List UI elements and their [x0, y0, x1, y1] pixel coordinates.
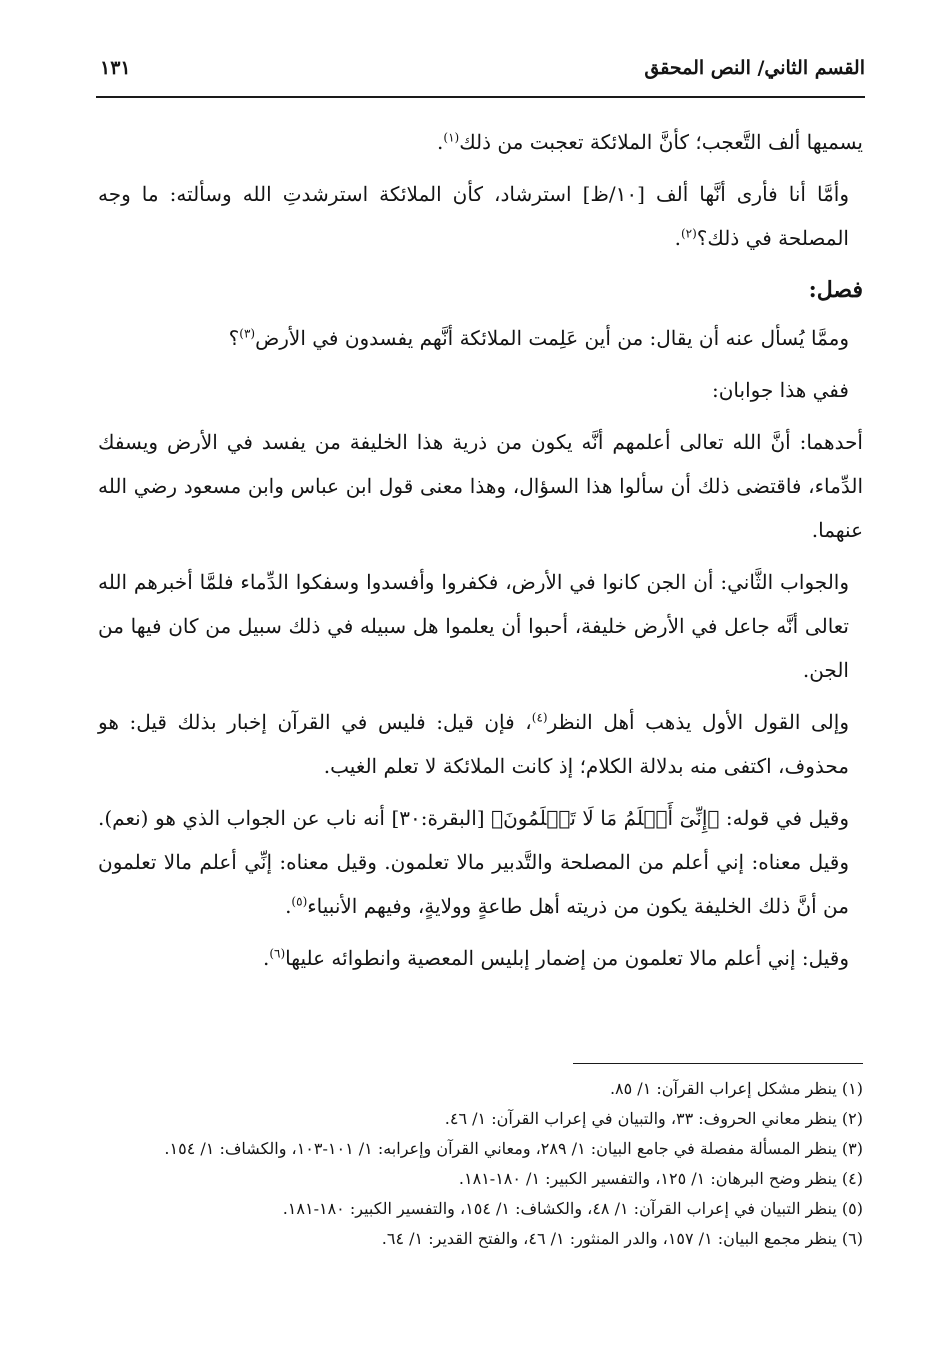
footnotes — [98, 1074, 863, 1254]
footnote-ref-6: (٦) — [269, 946, 286, 961]
paragraph-8: وقيل في قوله: ﴿إِنِّىٓ أَعۡلَمُ مَا لَا تَعۡلَمُونَ﴾ [البقرة:٣٠] أنه ناب عن الجواب الذي هو (نعم). وقيل معناه: إني أعلم من المصلحة والتَّدبير مالا تعلمون. وقيل معناه: إنِّي أعلم مالا تعلمون من أنَّ ذلك الخليفة يكون من ذريته أهل طاعةٍ وولايةٍ، وفيهم الأنبياء$^{(٥)}$. — [98, 806, 849, 918]
footnote-6: (٦) ينظر مجمع البيان: ١/ ١٥٧، والدر المنثور: ١/ ٤٦، والفتح القدير: ١/ ٦٤. — [381, 1229, 863, 1248]
footnote-ref-5: (٥) — [291, 894, 308, 909]
paragraph-3: وممَّا يُسأل عنه أن يقال: من أين عَلِمت الملائكة أنَّهم يفسدون في الأرض$^{(٣)}$؟ — [228, 326, 849, 350]
paragraph-4: ففي هذا جوابان: — [711, 378, 849, 402]
running-title: القسم الثاني/ النص المحقق — [644, 57, 865, 79]
footnote-rule — [573, 1063, 863, 1064]
footnote-ref-2: (٢) — [680, 226, 697, 241]
main-text — [98, 120, 863, 988]
footnote-4: (٤) ينظر وضح البرهان: ١/ ١٢٥، والتفسير الكبير: ١/ ١٨٠-١٨١. — [458, 1169, 863, 1188]
paragraph-2: وأمَّا أنا فأرى أنَّها ألف [١٠/ظ] استرشاد، كأن الملائكة استرشدتِ الله وسألته: ما وجه المصلحة في ذلك؟$^{(٢)}$. — [98, 182, 849, 250]
paragraph-6: والجواب الثَّاني: أن الجن كانوا في الأرض، فكفروا وأفسدوا وسفكوا الدِّماء فلمَّا أخبرهم الله تعالى أنَّه جاعل في الأرض خليفة، أحبوا أن يعلموا هل سبيله في ذلك سبيل من كان فيها من الجن. — [98, 570, 849, 682]
footnote-ref-1: (١) — [443, 130, 460, 145]
section-heading: فصل: — [808, 277, 863, 303]
footnote-2: (٢) ينظر معاني الحروف: ٣٣، والتبيان في إعراب القرآن: ١/ ٤٦. — [444, 1109, 863, 1128]
paragraph-9: وقيل: إني أعلم مالا تعلمون من إضمار إبليس المعصية وانطوائه عليها$^{(٦)}$. — [262, 946, 849, 970]
footnote-ref-3: (٣) — [239, 326, 256, 341]
paragraph-5: أحدهما: أنَّ الله تعالى أعلمهم أنَّه يكون من ذرية هذا الخليفة من يفسد في الأرض ويسفك الدِّماء، فاقتضى ذلك أن سألوا هذا السؤال، وهذا معنى قول ابن عباس وابن مسعود رضي الله عنهما. — [98, 430, 863, 542]
footnote-1: (١) ينظر مشكل إعراب القرآن: ١/ ٨٥. — [609, 1079, 863, 1098]
footnote-3: (٣) ينظر المسألة مفصلة في جامع البيان: ١/ ٢٨٩، ومعاني القرآن وإعرابه: ١/ ١٠١-١٠٣، والكشاف: ١/ ١٥٤. — [164, 1139, 863, 1158]
page-number: ١٣١ — [100, 57, 131, 79]
paragraph-1: يسميها ألف التَّعجب؛ كأنَّ الملائكة تعجبت من ذلك$^{(١)}$. — [437, 130, 863, 154]
page-header — [100, 55, 865, 91]
header-rule — [96, 96, 865, 98]
footnote-5: (٥) ينظر التبيان في إعراب القرآن: ١/ ٤٨، والكشاف: ١/ ١٥٤، والتفسير الكبير: ١٨٠-١٨١. — [282, 1199, 863, 1218]
paragraph-7: وإلى القول الأول يذهب أهل النظر$^{(٤)}$، فإن قيل: فليس في القرآن إخبار بذلك قيل: هو محذوف، اكتفى منه بدلالة الكلام؛ إذ كانت الملائكة لا تعلم الغيب. — [98, 710, 849, 778]
footnote-ref-4: (٤) — [531, 710, 548, 725]
